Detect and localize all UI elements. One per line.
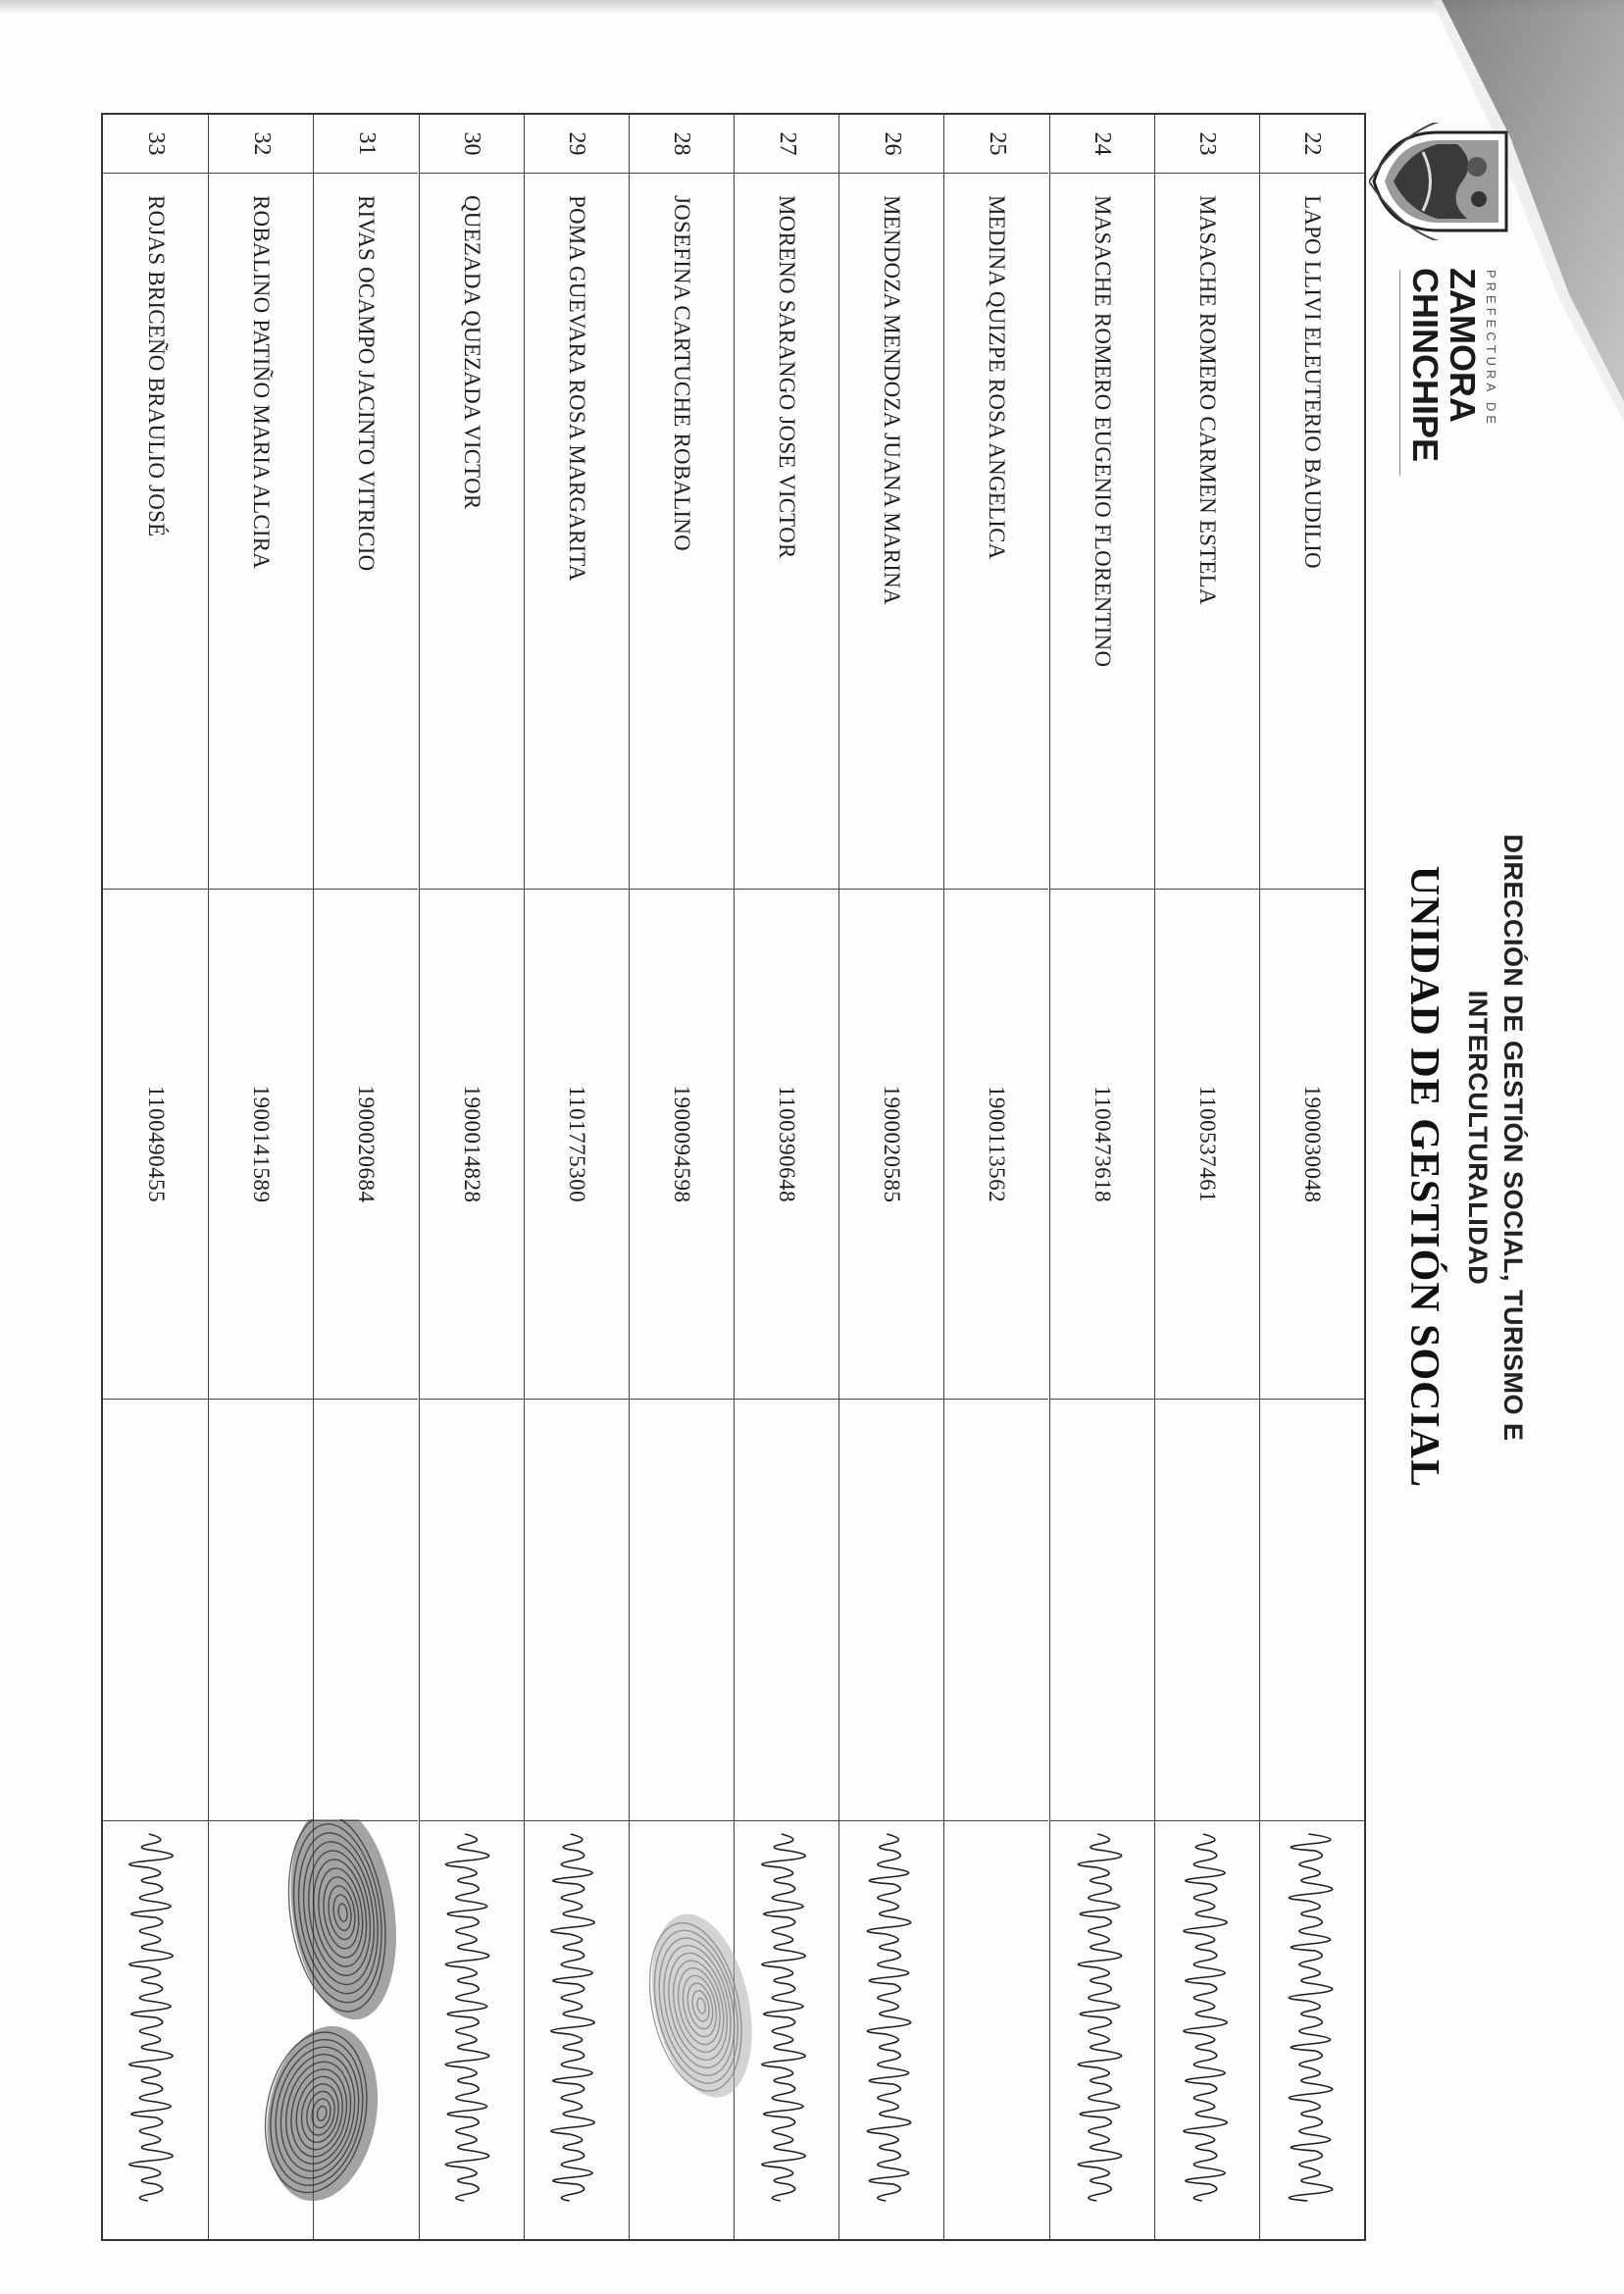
person-name: MEDINA QUIZPE ROSA ANGELICA	[944, 174, 1048, 890]
blank-cell	[314, 1400, 418, 1821]
unit-title: UNIDAD DE GESTIÓN SOCIAL	[1401, 865, 1446, 1489]
person-name: JOSEFINA CARTUCHE ROBALINO	[630, 174, 734, 890]
attendance-table	[101, 113, 1366, 2241]
table-row	[1049, 115, 1154, 2239]
person-name: QUEZADA QUEZADA VICTOR	[420, 174, 524, 890]
person-name: POMA GUEVARA ROSA MARGARITA	[525, 174, 629, 890]
id-number: 1101775300	[525, 890, 629, 1400]
blank-cell	[1155, 1400, 1259, 1821]
coat-of-arms-icon	[1369, 123, 1516, 240]
row-number: 24	[1050, 115, 1154, 174]
person-name: ROJAS BRICEÑO BRAULIO JOSÉ	[103, 174, 208, 890]
direction-title	[1460, 745, 1531, 1530]
table-row	[943, 115, 1048, 2239]
person-name: MASACHE ROMERO EUGENIO FLORENTINO	[1050, 174, 1154, 890]
table-row	[103, 115, 208, 2239]
row-number: 29	[525, 115, 629, 174]
direction-title-line1: DIRECCIÓN DE GESTIÓN SOCIAL, TURISMO E	[1498, 834, 1528, 1442]
row-number: 26	[839, 115, 943, 174]
row-number: 28	[630, 115, 734, 174]
id-number: 1900094598	[630, 890, 734, 1400]
blank-cell	[525, 1400, 629, 1821]
logo-name-line2: CHINCHIPE	[1405, 268, 1446, 463]
person-name: MASACHE ROMERO CARMEN ESTELA	[1155, 174, 1259, 890]
blank-cell	[735, 1400, 838, 1821]
logo-underline	[1399, 270, 1400, 476]
row-number: 32	[209, 115, 313, 174]
row-number: 22	[1260, 115, 1364, 174]
id-number: 1100490455	[103, 890, 208, 1400]
row-number: 25	[944, 115, 1048, 174]
person-name: MORENO SARANGO JOSE VICTOR	[735, 174, 838, 890]
logo-prefix-text: PREFECTURA DE	[1484, 270, 1498, 429]
person-name: RIVAS OCAMPO JACINTO VITRICIO	[314, 174, 418, 890]
table-row	[524, 115, 629, 2239]
blank-cell	[209, 1400, 313, 1821]
id-number: 1100537461	[1155, 890, 1259, 1400]
logo-name-line1: ZAMORA	[1443, 268, 1483, 423]
blank-cell	[103, 1400, 208, 1821]
logo-name-text	[1406, 268, 1481, 462]
prefectura-logo	[1349, 123, 1516, 515]
row-number: 33	[103, 115, 208, 174]
table-row	[734, 115, 838, 2239]
table-row	[208, 115, 313, 2239]
id-number: 1900020585	[839, 890, 943, 1400]
id-number: 1900020684	[314, 890, 418, 1400]
table-row	[1259, 115, 1364, 2239]
table-row	[1154, 115, 1259, 2239]
table-row	[838, 115, 943, 2239]
direction-title-line2: INTERCULTURALIDAD	[1463, 990, 1493, 1286]
blank-cell	[1260, 1400, 1364, 1821]
blank-cell	[1050, 1400, 1154, 1821]
row-number: 30	[420, 115, 524, 174]
id-number: 1900141589	[209, 890, 313, 1400]
table-row	[313, 115, 418, 2239]
blank-cell	[420, 1400, 524, 1821]
person-name: LAPO LLIVI ELEUTERIO BAUDILIO	[1260, 174, 1364, 890]
table-row	[629, 115, 734, 2239]
id-number: 1900113562	[944, 890, 1048, 1400]
blank-cell	[839, 1400, 943, 1821]
person-name: ROBALINO PATIÑO MARIA ALCIRA	[209, 174, 313, 890]
blank-cell	[630, 1400, 734, 1821]
row-number: 23	[1155, 115, 1259, 174]
id-number: 1100390648	[735, 890, 838, 1400]
id-number: 1100473618	[1050, 890, 1154, 1400]
table-row	[419, 115, 524, 2239]
blank-cell	[944, 1400, 1048, 1821]
id-number: 1900030048	[1260, 890, 1364, 1400]
person-name: MENDOZA MENDOZA JUANA MARINA	[839, 174, 943, 890]
row-number: 31	[314, 115, 418, 174]
row-number: 27	[735, 115, 838, 174]
id-number: 1900014828	[420, 890, 524, 1400]
